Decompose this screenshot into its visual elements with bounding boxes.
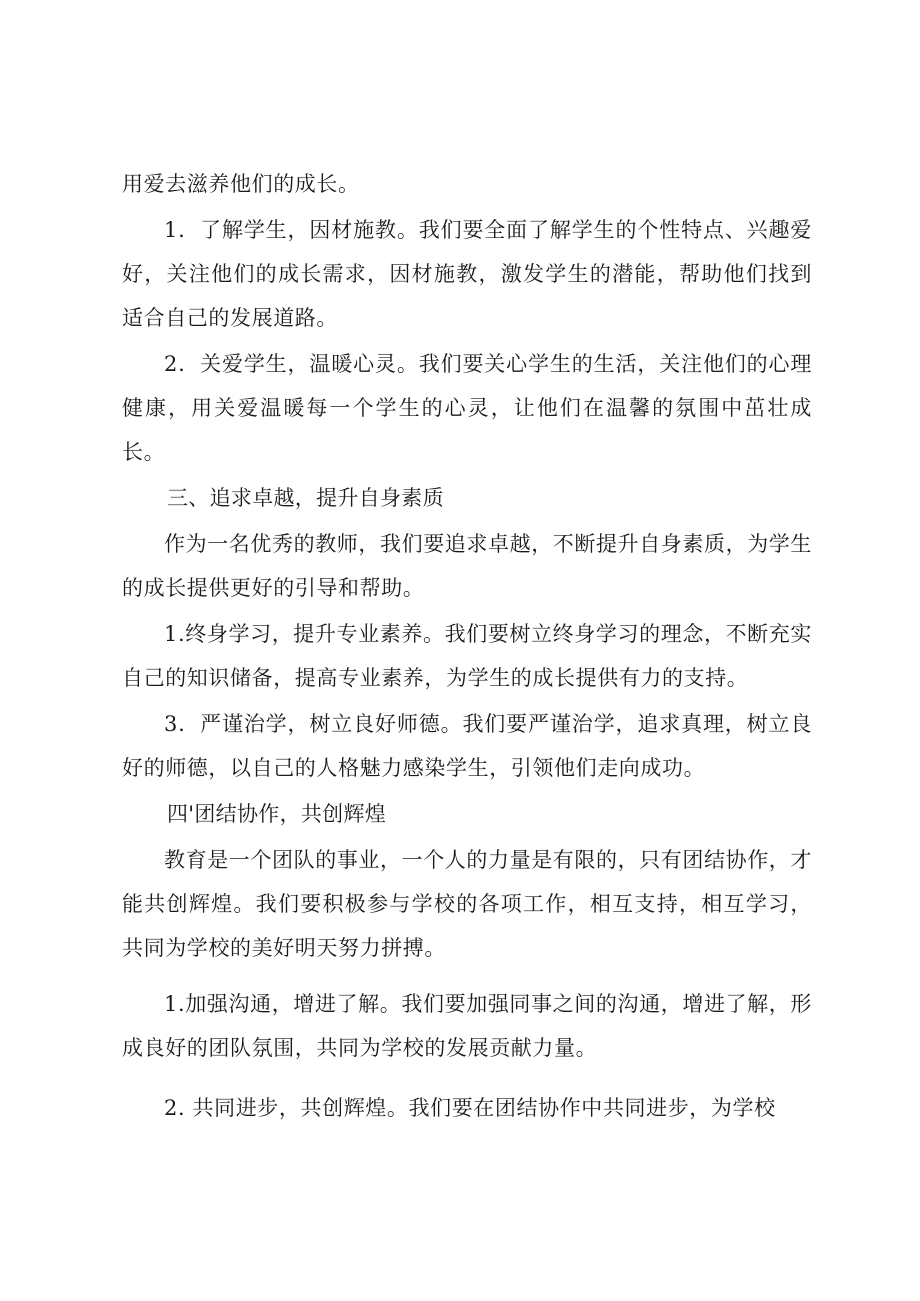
paragraph-progress-together: 2. 共同进步，共创辉煌。我们要在团结协作中共同进步，为学校 [164,1096,776,1120]
paragraph-section-3-intro: 作为一名优秀的教师，我们要追求卓越，不断提升自身素质，为学生的成长提供更好的引导和帮助。 [122,532,812,600]
document-body [122,162,812,1130]
paragraph-section-4-intro: 教育是一个团队的事业，一个人的力量是有限的，只有团结协作，才能共创辉煌。我们要积极参与学校的各项工作，相互支持，相互学习，共同为学校的美好明天努力拼搏。 [122,848,812,960]
paragraph-care-students: 2．关爱学生，温暖心灵。我们要关心学生的生活，关注他们的心理健康，用关爱温暖每一个学生的心灵，让他们在温馨的氛围中茁壮成长。 [122,352,812,464]
paragraph-communication: 1.加强沟通，增进了解。我们要加强同事之间的沟通，增进了解，形成良好的团队氛围，共同为学校的发展贡献力量。 [122,992,812,1060]
section-heading-4: 四'团结协作，共创辉煌 [167,802,387,826]
section-heading-3: 三、追求卓越，提升自身素质 [167,486,444,510]
paragraph-rigorous-scholarship: 3．严谨治学，树立良好师德。我们要严谨治学，追求真理，树立良好的师德，以自己的人格魅力感染学生，引领他们走向成功。 [122,712,812,780]
paragraph-understand-students: 1．了解学生，因材施教。我们要全面了解学生的个性特点、兴趣爱好，关注他们的成长需求，因材施教，激发学生的潜能，帮助他们找到适合自己的发展道路。 [122,218,812,330]
paragraph-continuation: 用爱去滋养他们的成长。 [122,172,360,196]
paragraph-lifelong-learning: 1.终身学习，提升专业素养。我们要树立终身学习的理念，不断充实自己的知识储备，提高专业素养，为学生的成长提供有力的支持。 [122,622,812,690]
